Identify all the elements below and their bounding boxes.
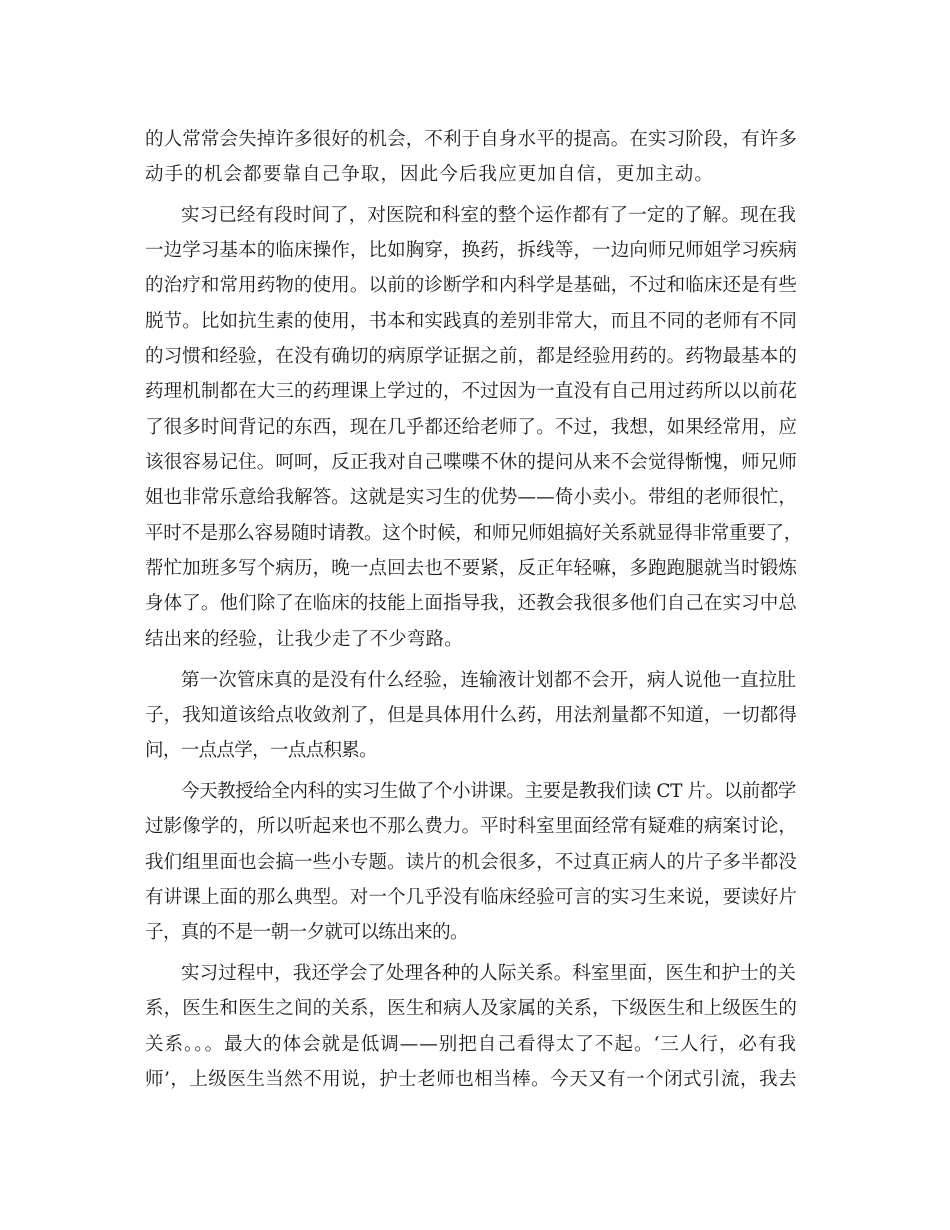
text-line: 子，我知道该给点收敛剂了，但是具体用什么药，用法剂量都不知道，一切都得 [145, 705, 797, 726]
text-line: 第一次管床真的是没有什么经验，连输液计划都不会开，病人说他一直拉肚 [181, 670, 796, 691]
text-line: 一边学习基本的临床操作，比如胸穿，换药，拆线等，一边向师兄师姐学习疾病 [145, 240, 797, 261]
text-line: 有讲课上面的那么典型。对一个几乎没有临床经验可言的实习生来说，要读好片 [145, 887, 797, 908]
text-line: 姐也非常乐意给我解答。这就是实习生的优势——倚小卖小。带组的老师很忙， [145, 487, 797, 508]
text-line: 的人常常会失掉许多很好的机会，不利于自身水平的提高。在实习阶段，有许多 [145, 129, 797, 150]
text-line: 我们组里面也会搞一些小专题。读片的机会很多，不过真正病人的片子多半都没 [145, 852, 797, 873]
text-line: 平时不是那么容易随时请教。这个时候，和师兄师姐搞好关系就显得非常重要了， [145, 523, 803, 544]
text-line: 实习已经有段时间了，对医院和科室的整个运作都有了一定的了解。现在我 [181, 205, 796, 226]
text-line: 了很多时间背记的东西，现在几乎都还给老师了。不过，我想，如果经常用，应 [145, 417, 797, 438]
text-line: 关系。。。最大的体会就是低调——别把自己看得太了不起。‘三人行，必有我 [145, 1034, 797, 1055]
text-line: 身体了。他们除了在临床的技能上面指导我，还教会我很多他们自己在实习中总 [145, 593, 797, 614]
text-line: 师’，上级医生当然不用说，护士老师也相当棒。今天又有一个闭式引流，我去 [145, 1069, 797, 1090]
text-line: 今天教授给全内科的实习生做了个小讲课。主要是教我们读 CT 片。以前都学 [181, 781, 796, 802]
text-line: 结出来的经验，让我少走了不少弯路。 [145, 629, 463, 650]
text-line: 过影像学的，所以听起来也不那么费力。平时科室里面经常有疑难的病案讨论， [145, 816, 797, 837]
text-line: 的治疗和常用药物的使用。以前的诊断学和内科学是基础，不过和临床还是有些 [145, 275, 797, 296]
text-line: 问，一点点学，一点点积累。 [145, 740, 377, 761]
text-line: 动手的机会都要靠自己争取，因此今后我应更加自信，更加主动。 [145, 164, 714, 185]
text-line: 该很容易记住。呵呵，反正我对自己喋喋不休的提问从来不会觉得惭愧，师兄师 [145, 452, 797, 473]
text-line: 子，真的不是一朝一夕就可以练出来的。 [145, 922, 468, 943]
text-line: 脱节。比如抗生素的使用，书本和实践真的差别非常大，而且不同的老师有不同 [145, 311, 797, 332]
text-line: 实习过程中，我还学会了处理各种的人际关系。科室里面，医生和护士的关 [181, 963, 796, 984]
text-line: 帮忙加班多写个病历，晚一点回去也不要紧，反正年轻嘛，多跑跑腿就当时锻炼 [145, 558, 797, 579]
text-line: 药理机制都在大三的药理课上学过的，不过因为一直没有自己用过药所以以前花 [145, 381, 797, 402]
text-line: 的习惯和经验，在没有确切的病原学证据之前，都是经验用药的。药物最基本的 [145, 346, 797, 367]
text-line: 系，医生和医生之间的关系，医生和病人及家属的关系，下级医生和上级医生的 [145, 998, 797, 1019]
